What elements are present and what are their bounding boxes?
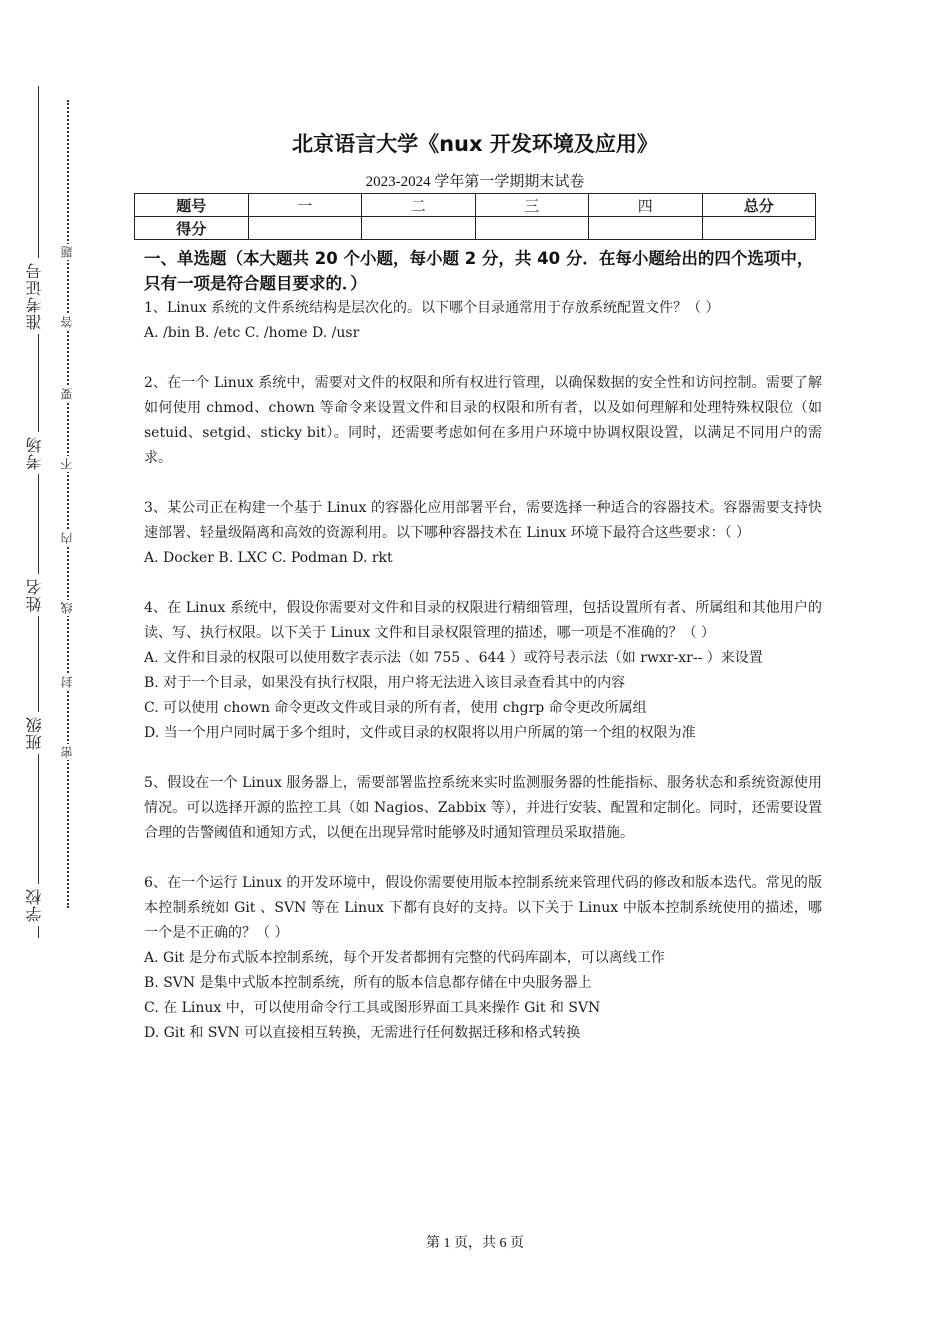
question-option: D. 当一个用户同时属于多个组时，文件或目录的权限将以用户所属的第一个组的权限为准 [144,725,696,741]
question-options: A. /bin B. /etc C. /home D. /usr [144,325,360,341]
score-cell [589,217,703,240]
score-col-header: 三 [475,194,589,217]
score-table-header-row [135,194,816,217]
score-cell [475,217,589,240]
seal-char: 要 [58,386,78,402]
question-option: C. 在 Linux 中，可以使用命令行工具或图形界面工具来操作 Git 和 SVN [144,1000,601,1016]
score-col-header: 二 [362,194,476,217]
exam-subtitle: 2023-2024 学年第一学期期末试卷 [365,174,585,190]
exam-title: 北京语言大学《nux 开发环境及应用》 [292,132,658,156]
question-option: A. 文件和目录的权限可以使用数字表示法（如 755 、644 ）或符号表示法（如 rwxr-xr-- ）来设置 [144,650,763,666]
score-cell [362,217,476,240]
seal-char: 题 [58,244,78,260]
question-item [144,871,822,1046]
name-label: 姓名 [23,574,53,616]
question-stem: 2、在一个 Linux 系统中，需要对文件的权限和所有权进行管理，以确保数据的安全性和访问控制。需要了解如何使用 chmod、chown 等命令来设置文件和目录的权限和所有者，以及如何理解和处理特殊权限位（如 setuid、setgid、sticky bit）。同时，还需要考虑如何在多用户环境中协调权限设置，以满足不同用户的需求。 [144,375,822,466]
question-option: D. Git 和 SVN 可以直接相互转换，无需进行任何数据迁移和格式转换 [144,1025,581,1041]
score-table-score-row [135,217,816,240]
score-table [134,193,816,240]
section-heading: 一、单选题（本大题共 20 个小题，每小题 2 分，共 40 分．在每小题给出的四个选项中，只有一项是符合题目要求的．） [144,249,814,293]
score-col-header: 一 [248,194,362,217]
seal-char: 不 [58,456,78,472]
page-number: 第 1 页，共 6 页 [426,1236,524,1251]
question-item [144,596,822,746]
score-cell [702,217,816,240]
score-col-header: 四 [589,194,703,217]
seal-char: 封 [58,674,78,690]
question-item [144,371,822,471]
question-option: A. Git 是分布式版本控制系统，每个开发者都拥有完整的代码库副本，可以离线工作 [144,950,665,966]
question-item [144,296,822,346]
seal-char: 答 [58,314,78,330]
seal-char: 密 [58,744,78,760]
seal-char: 内 [58,530,78,546]
question-stem: 4、在 Linux 系统中，假设你需要对文件和目录的权限进行精细管理，包括设置所有者、所属组和其他用户的读、写、执行权限。以下关于 Linux 文件和目录权限管理的描述，哪一项是不准确的？（ ） [144,600,822,641]
binding-margin [0,0,110,1344]
question-stem: 3、某公司正在构建一个基于 Linux 的容器化应用部署平台，需要选择一种适合的容器技术。容器需要支持快速部署、轻量级隔离和高效的资源利用。以下哪种容器技术在 Linux 环境下最符合这些要求：（ ） [144,500,822,541]
seal-char: 线 [58,600,78,616]
class-label: 班级 [23,712,53,754]
school-label: 学校 [23,884,53,926]
score-row-label: 得分 [135,217,249,240]
exam-number-label: 准考证号 [23,258,53,334]
score-col-header: 总分 [702,194,816,217]
question-stem: 6、在一个运行 Linux 的开发环境中，假设你需要使用版本控制系统来管理代码的修改和版本迭代。常见的版本控制系统如 Git 、SVN 等在 Linux 下都有良好的支持。以下关于 Linux 中版本控制系统使用的描述，哪一个是不正确的？（ ） [144,875,822,941]
score-cell [248,217,362,240]
question-list [144,296,822,1071]
question-options: A. Docker B. LXC C. Podman D. rkt [144,550,393,566]
binding-solid-line [38,86,39,938]
question-stem: 5、假设在一个 Linux 服务器上，需要部署监控系统来实时监测服务器的性能指标、服务状态和系统资源使用情况。可以选择开源的监控工具（如 Nagios、Zabbix 等），并进行安装、配置和定制化。同时，还需要设置合理的告警阈值和通知方式，以便在出现异常时能够及时通知管理员采取措施。 [144,775,822,841]
seal-dotted-line [67,100,69,908]
exam-room-label: 考场 [23,432,53,474]
question-option: B. SVN 是集中式版本控制系统，所有的版本信息都存储在中央服务器上 [144,975,592,991]
question-item [144,771,822,846]
question-item [144,496,822,571]
question-option: C. 可以使用 chown 命令更改文件或目录的所有者，使用 chgrp 命令更改所属组 [144,700,647,716]
question-stem: 1、Linux 系统的文件系统结构是层次化的。以下哪个目录通常用于存放系统配置文件？（ ） [144,300,720,316]
score-col-header: 题号 [135,194,249,217]
question-option: B. 对于一个目录，如果没有执行权限，用户将无法进入该目录查看其中的内容 [144,675,626,691]
